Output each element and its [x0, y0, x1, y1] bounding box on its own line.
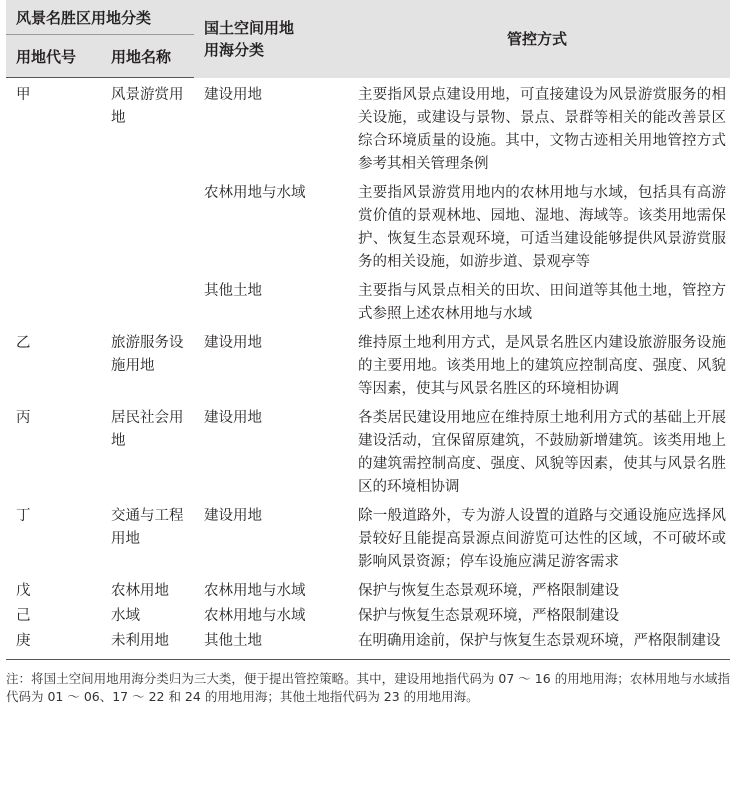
- header-land-code: 用地代号: [6, 35, 101, 78]
- cell-name: [101, 274, 194, 326]
- cell-code: 甲: [16, 87, 31, 103]
- cell-control: 保护与恢复生态景观环境，严格限制建设: [358, 582, 620, 599]
- cell-name: 风景游赏用地: [111, 87, 184, 126]
- cell-name: 水域: [111, 607, 140, 624]
- table-footnote: 注：将国土空间用地用海分类归为三大类，便于提出管控策略。其中，建设用地指代码为 07 ～ 16 的用地用海；农林用地与水域指代码为 01 ～ 06、17 ～ 22 和 24 的用地用海；其他土地指代码为 23 的用地用海。: [6, 670, 730, 704]
- cell-name: 居民社会用地: [111, 409, 184, 449]
- cell-land-class: 建设用地: [204, 334, 263, 351]
- cell-land-class: 其他土地: [204, 632, 263, 649]
- table-header: [6, 0, 730, 78]
- cell-control: 主要指风景游赏用地内的农林用地与水域，包括具有高游赏价值的景观林地、园地、湿地、海域等。该类用地需保护、恢复生态景观环境，可适当建设能够提供风景游赏服务的相关设施，如游步道、景观亭等: [358, 184, 727, 270]
- cell-code: 庚: [16, 632, 31, 649]
- cell-control: 在明确用途前，保护与恢复生态景观环境，严格限制建设: [358, 632, 721, 649]
- cell-land-class: 农林用地与水域: [204, 184, 306, 201]
- cell-control: 各类居民建设用地应在维持原土地利用方式的基础上开展建设活动，宜保留原建筑，不鼓励新增建筑。该类用地上的建筑需控制高度、强度、风貌等因素，使其与风景名胜区的环境相协调: [358, 409, 727, 495]
- cell-name: 农林用地: [111, 582, 169, 599]
- cell-name: 旅游服务设施用地: [111, 334, 184, 374]
- cell-control: 维持原土地利用方式，是风景名胜区内建设旅游服务设施的主要用地。该类用地上的建筑应控制高度、强度、风貌等因素，使其与风景名胜区的环境相协调: [358, 334, 727, 397]
- cell-name: [101, 176, 194, 274]
- cell-control: 保护与恢复生态景观环境，严格限制建设: [358, 607, 620, 624]
- cell-code: 戊: [16, 582, 31, 599]
- header-land-name: 用地名称: [101, 35, 194, 78]
- cell-control: 主要指与风景点相关的田坎、田间道等其他土地，管控方式参照上述农林用地与水域: [358, 282, 727, 322]
- cell-land-class: 农林用地与水域: [204, 607, 306, 624]
- cell-land-class: 其他土地: [204, 282, 263, 299]
- cell-code: [6, 176, 101, 274]
- cell-control: 除一般道路外，专为游人设置的道路与交通设施应选择风景较好且能提高景源点间游览可达性的区域，不可破坏或影响风景资源；停车设施应满足游客需求: [358, 507, 727, 570]
- cell-land-class: 农林用地与水域: [204, 582, 306, 599]
- table-body: [6, 78, 730, 660]
- cell-land-class: 建设用地: [204, 86, 263, 103]
- header-land-class-text: 国土空间用地 用海分类: [204, 18, 295, 59]
- cell-code: 丁: [16, 507, 31, 524]
- cell-name: 未利用地: [111, 632, 169, 649]
- cell-code: 乙: [16, 334, 31, 351]
- cell-land-class: 建设用地: [204, 409, 263, 426]
- cell-code: [6, 274, 101, 326]
- header-control-method: 管控方式: [344, 0, 730, 78]
- land-use-table-container: [6, 0, 730, 706]
- header-land-class: [194, 0, 344, 78]
- header-scenic-classification: 风景名胜区用地分类: [6, 0, 194, 35]
- cell-name: 交通与工程用地: [111, 507, 184, 547]
- cell-code: 己: [16, 607, 31, 624]
- cell-land-class: 建设用地: [204, 507, 263, 524]
- land-use-control-table: [6, 0, 730, 660]
- cell-code: 丙: [16, 409, 31, 426]
- cell-control: 主要指风景点建设用地，可直接建设为风景游赏服务的相关设施，或建设与景物、景点、景群等相关的能改善景区综合环境质量的设施。其中，文物古迹相关用地管控方式参考其相关管理条例: [358, 86, 727, 172]
